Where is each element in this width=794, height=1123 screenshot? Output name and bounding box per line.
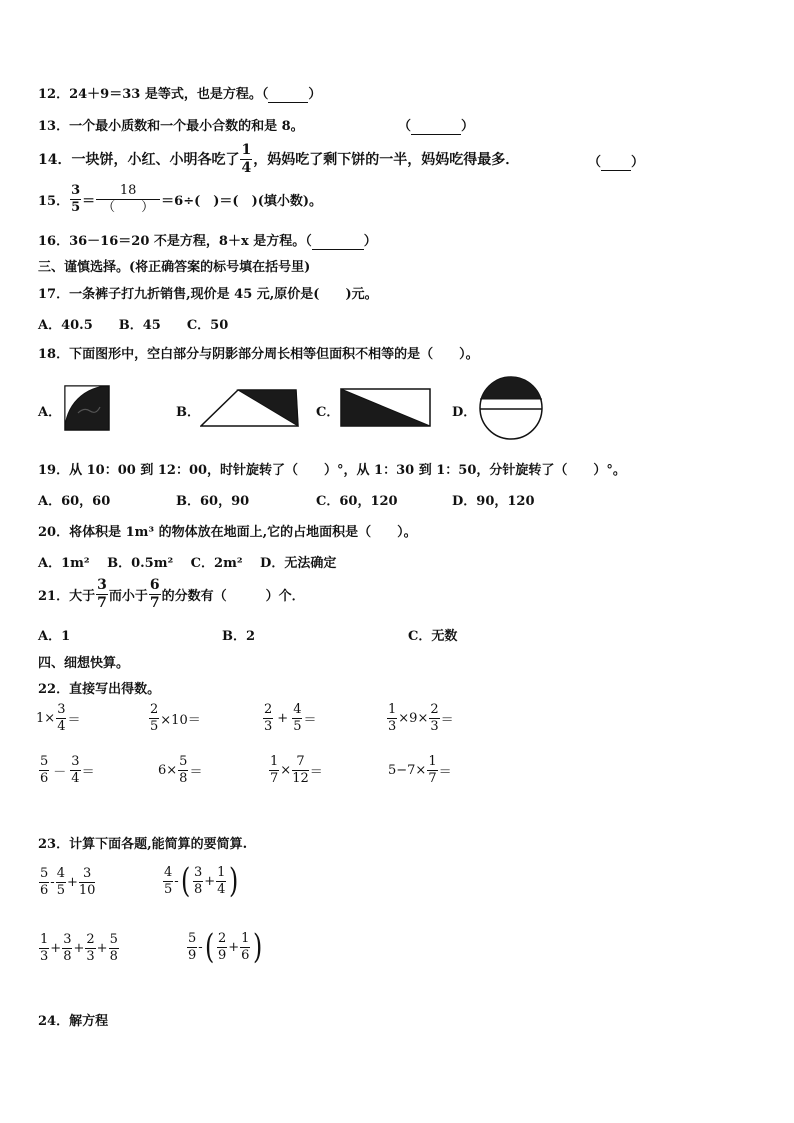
section-4-title: 四、细想快算。 [38, 656, 130, 671]
question-22: 22．直接写出得数。 [38, 682, 161, 697]
answer-blank[interactable] [312, 234, 364, 250]
question-13-answer: （ ） [398, 119, 475, 134]
q21-option-c[interactable]: C．无数 [408, 629, 458, 644]
question-17-options[interactable]: A．40.5 B．45 C．50 [38, 318, 229, 333]
figure-d-circle[interactable] [476, 375, 546, 441]
answer-blank[interactable] [268, 87, 308, 103]
expr-3: $\frac{2}{3}$ + $\frac{4}{5}$ ＝ [264, 702, 317, 734]
q19-option-a[interactable]: A．60，60 [38, 494, 111, 509]
q19-option-c[interactable]: C．60，120 [316, 494, 398, 509]
figure-a-quarter-circle[interactable] [64, 385, 110, 431]
question-20-options[interactable]: A．1m² B．0.5m² C．2m² D．无法确定 [38, 556, 337, 571]
figure-c-rectangle[interactable] [340, 388, 432, 428]
expr-6: 6× $\frac{5}{8}$ ＝ [158, 754, 203, 786]
question-18: 18．下面图形中，空白部分与阴影部分周长相等但面积不相等的是（ ）。 [38, 347, 479, 362]
expr-4: $\frac{1}{3}$ ×9 × $\frac{2}{3}$ ＝ [388, 702, 454, 734]
fraction-one-quarter: $\frac{1}{4}$ [241, 142, 252, 176]
option-b-label[interactable]: B． [176, 405, 200, 420]
answer-blank[interactable] [601, 155, 631, 171]
calc-4: $\frac{5}{9}$ - ( $\frac{2}{9}$ + $\frac{1}{6}$ ) [188, 927, 263, 967]
question-20: 20．将体积是 1m³ 的物体放在地面上,它的占地面积是（ ）。 [38, 525, 417, 540]
calc-2: $\frac{4}{5}$ - ( $\frac{3}{8}$ + $\frac{1}{4}$ ) [164, 861, 239, 901]
question-14: 14． 一块饼，小红、小明各吃了 $\frac{1}{4}$ ，妈妈吃了剩下饼的一半，妈妈吃得最多． [38, 142, 520, 176]
fraction-18-over-blank[interactable]: $\frac{18}{( )}$ [96, 184, 160, 214]
question-23: 23．计算下面各题,能简算的要简算. [38, 837, 248, 852]
question-21: 21． 大于 $\frac{3}{7}$ 而小于 $\frac{6}{7}$ 的分数有（ ）个． [38, 577, 305, 611]
option-d-label[interactable]: D． [452, 405, 477, 420]
question-15: 15． $\frac{3}{5}$ ＝ $\frac{18}{( )}$ ＝6÷( )＝( )(填小数)。 [38, 183, 323, 215]
expr-8: 5−7× $\frac{1}{7}$ ＝ [388, 754, 452, 786]
q21-option-b[interactable]: B．2 [222, 629, 256, 644]
fraction-three-sevenths: $\frac{3}{7}$ [97, 577, 107, 611]
q19-option-d[interactable]: D．90，120 [452, 494, 535, 509]
answer-blank[interactable] [411, 119, 461, 135]
expr-5: $\frac{5}{6}$ － $\frac{3}{4}$ ＝ [40, 754, 95, 786]
figure-b-trapezoid[interactable] [200, 388, 300, 428]
option-a-label[interactable]: A． [38, 405, 62, 420]
fraction-three-fifths: $\frac{3}{5}$ [71, 183, 81, 215]
question-13: 13．一个最小质数和一个最小合数的和是 8。 [38, 119, 304, 134]
fraction-six-sevenths: $\frac{6}{7}$ [149, 577, 160, 611]
q19-option-b[interactable]: B．60，90 [176, 494, 250, 509]
question-17: 17．一条裤子打九折销售,现价是 45 元,原价是( )元。 [38, 287, 378, 302]
question-12: 12．24＋9＝33 是等式，也是方程。（ ） [38, 87, 322, 102]
calc-3: $\frac{1}{3}$ + $\frac{3}{8}$ + $\frac{2}{3}$ + $\frac{5}{8}$ [40, 932, 118, 964]
expr-2: $\frac{2}{5}$ ×10＝ [150, 702, 201, 734]
question-19: 19．从 10：00 到 12：00，时针旋转了（ ）°，从 1：30 到 1：50，分针旋转了（ ）°。 [38, 463, 626, 478]
option-c-label[interactable]: C． [316, 405, 340, 420]
question-24: 24．解方程 [38, 1014, 109, 1029]
question-14-answer: （ ） [588, 155, 645, 170]
section-3-title: 三、谨慎选择。(将正确答案的标号填在括号里) [38, 260, 311, 275]
calc-1: $\frac{5}{6}$ - $\frac{4}{5}$ + $\frac{3}{10}$ [40, 866, 96, 898]
expr-7: $\frac{1}{7}$ × $\frac{7}{12}$ ＝ [270, 754, 323, 786]
expr-1: 1 × $\frac{3}{4}$ ＝ [36, 702, 81, 734]
q21-option-a[interactable]: A．1 [38, 629, 71, 644]
question-16: 16．36－16＝20 不是方程，8＋x 是方程。（ ） [38, 234, 377, 249]
